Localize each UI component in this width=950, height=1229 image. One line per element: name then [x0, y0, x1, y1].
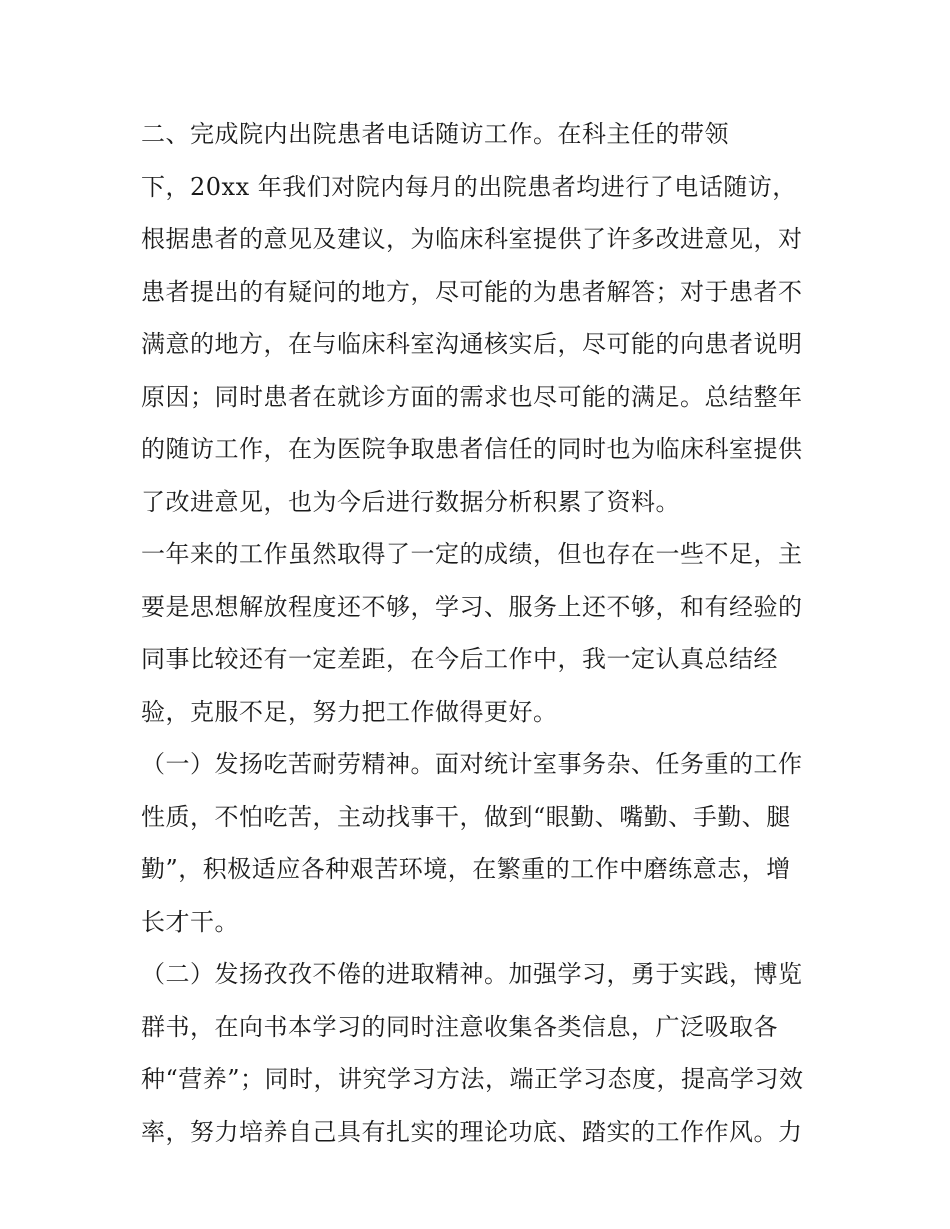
text-line: 满意的地方，在与临床科室沟通核实后，尽可能的向患者说明 [141, 330, 803, 358]
text-line: 原因；同时患者在就诊方面的需求也尽可能的满足。总结整年 [141, 382, 803, 411]
text-line: 患者提出的有疑问的地方，尽可能的为患者解答；对于患者不 [141, 277, 803, 306]
text-line: 同事比较还有一定差距，在今后工作中，我一定认真总结经 [141, 645, 778, 673]
text-line: 要是思想解放程度还不够，学习、服务上还不够，和有经验的 [141, 592, 803, 621]
text-line: 勤”，积极适应各种艰苦环境，在繁重的工作中磨练意志，增 [141, 855, 791, 883]
text-line: （二）发扬孜孜不倦的进取精神。加强学习，勇于实践，博览 [141, 960, 803, 988]
text-line: 种“营养”；同时，讲究学习方法，端正学习态度，提高学习效 [141, 1065, 804, 1093]
text-line: 率，努力培养自己具有扎实的理论功底、踏实的工作作风。力 [141, 1117, 803, 1146]
text-line: 长才干。 [141, 907, 239, 936]
text-line: （一）发扬吃苦耐劳精神。面对统计室事务杂、任务重的工作 [141, 750, 803, 778]
text-line: 二、完成院内出院患者电话随访工作。在科主任的带领 [141, 120, 729, 148]
text-line: 了改进意见，也为今后进行数据分析积累了资料。 [141, 487, 680, 516]
text-line: 下，20xx 年我们对院内每月的出院患者均进行了电话随访， [141, 172, 797, 201]
text-line: 一年来的工作虽然取得了一定的成绩，但也存在一些不足，主 [141, 540, 803, 568]
text-line: 验，克服不足，努力把工作做得更好。 [141, 697, 558, 726]
text-line: 群书，在向书本学习的同时注意收集各类信息，广泛吸取各 [141, 1012, 778, 1041]
text-line: 根据患者的意见及建议，为临床科室提供了许多改进意见，对 [141, 225, 803, 253]
document-body [141, 108, 821, 1158]
text-line: 的随访工作，在为医院争取患者信任的同时也为临床科室提供 [141, 435, 803, 463]
text-line: 性质，不怕吃苦，主动找事干，做到“眼勤、嘴勤、手勤、腿 [141, 802, 791, 831]
